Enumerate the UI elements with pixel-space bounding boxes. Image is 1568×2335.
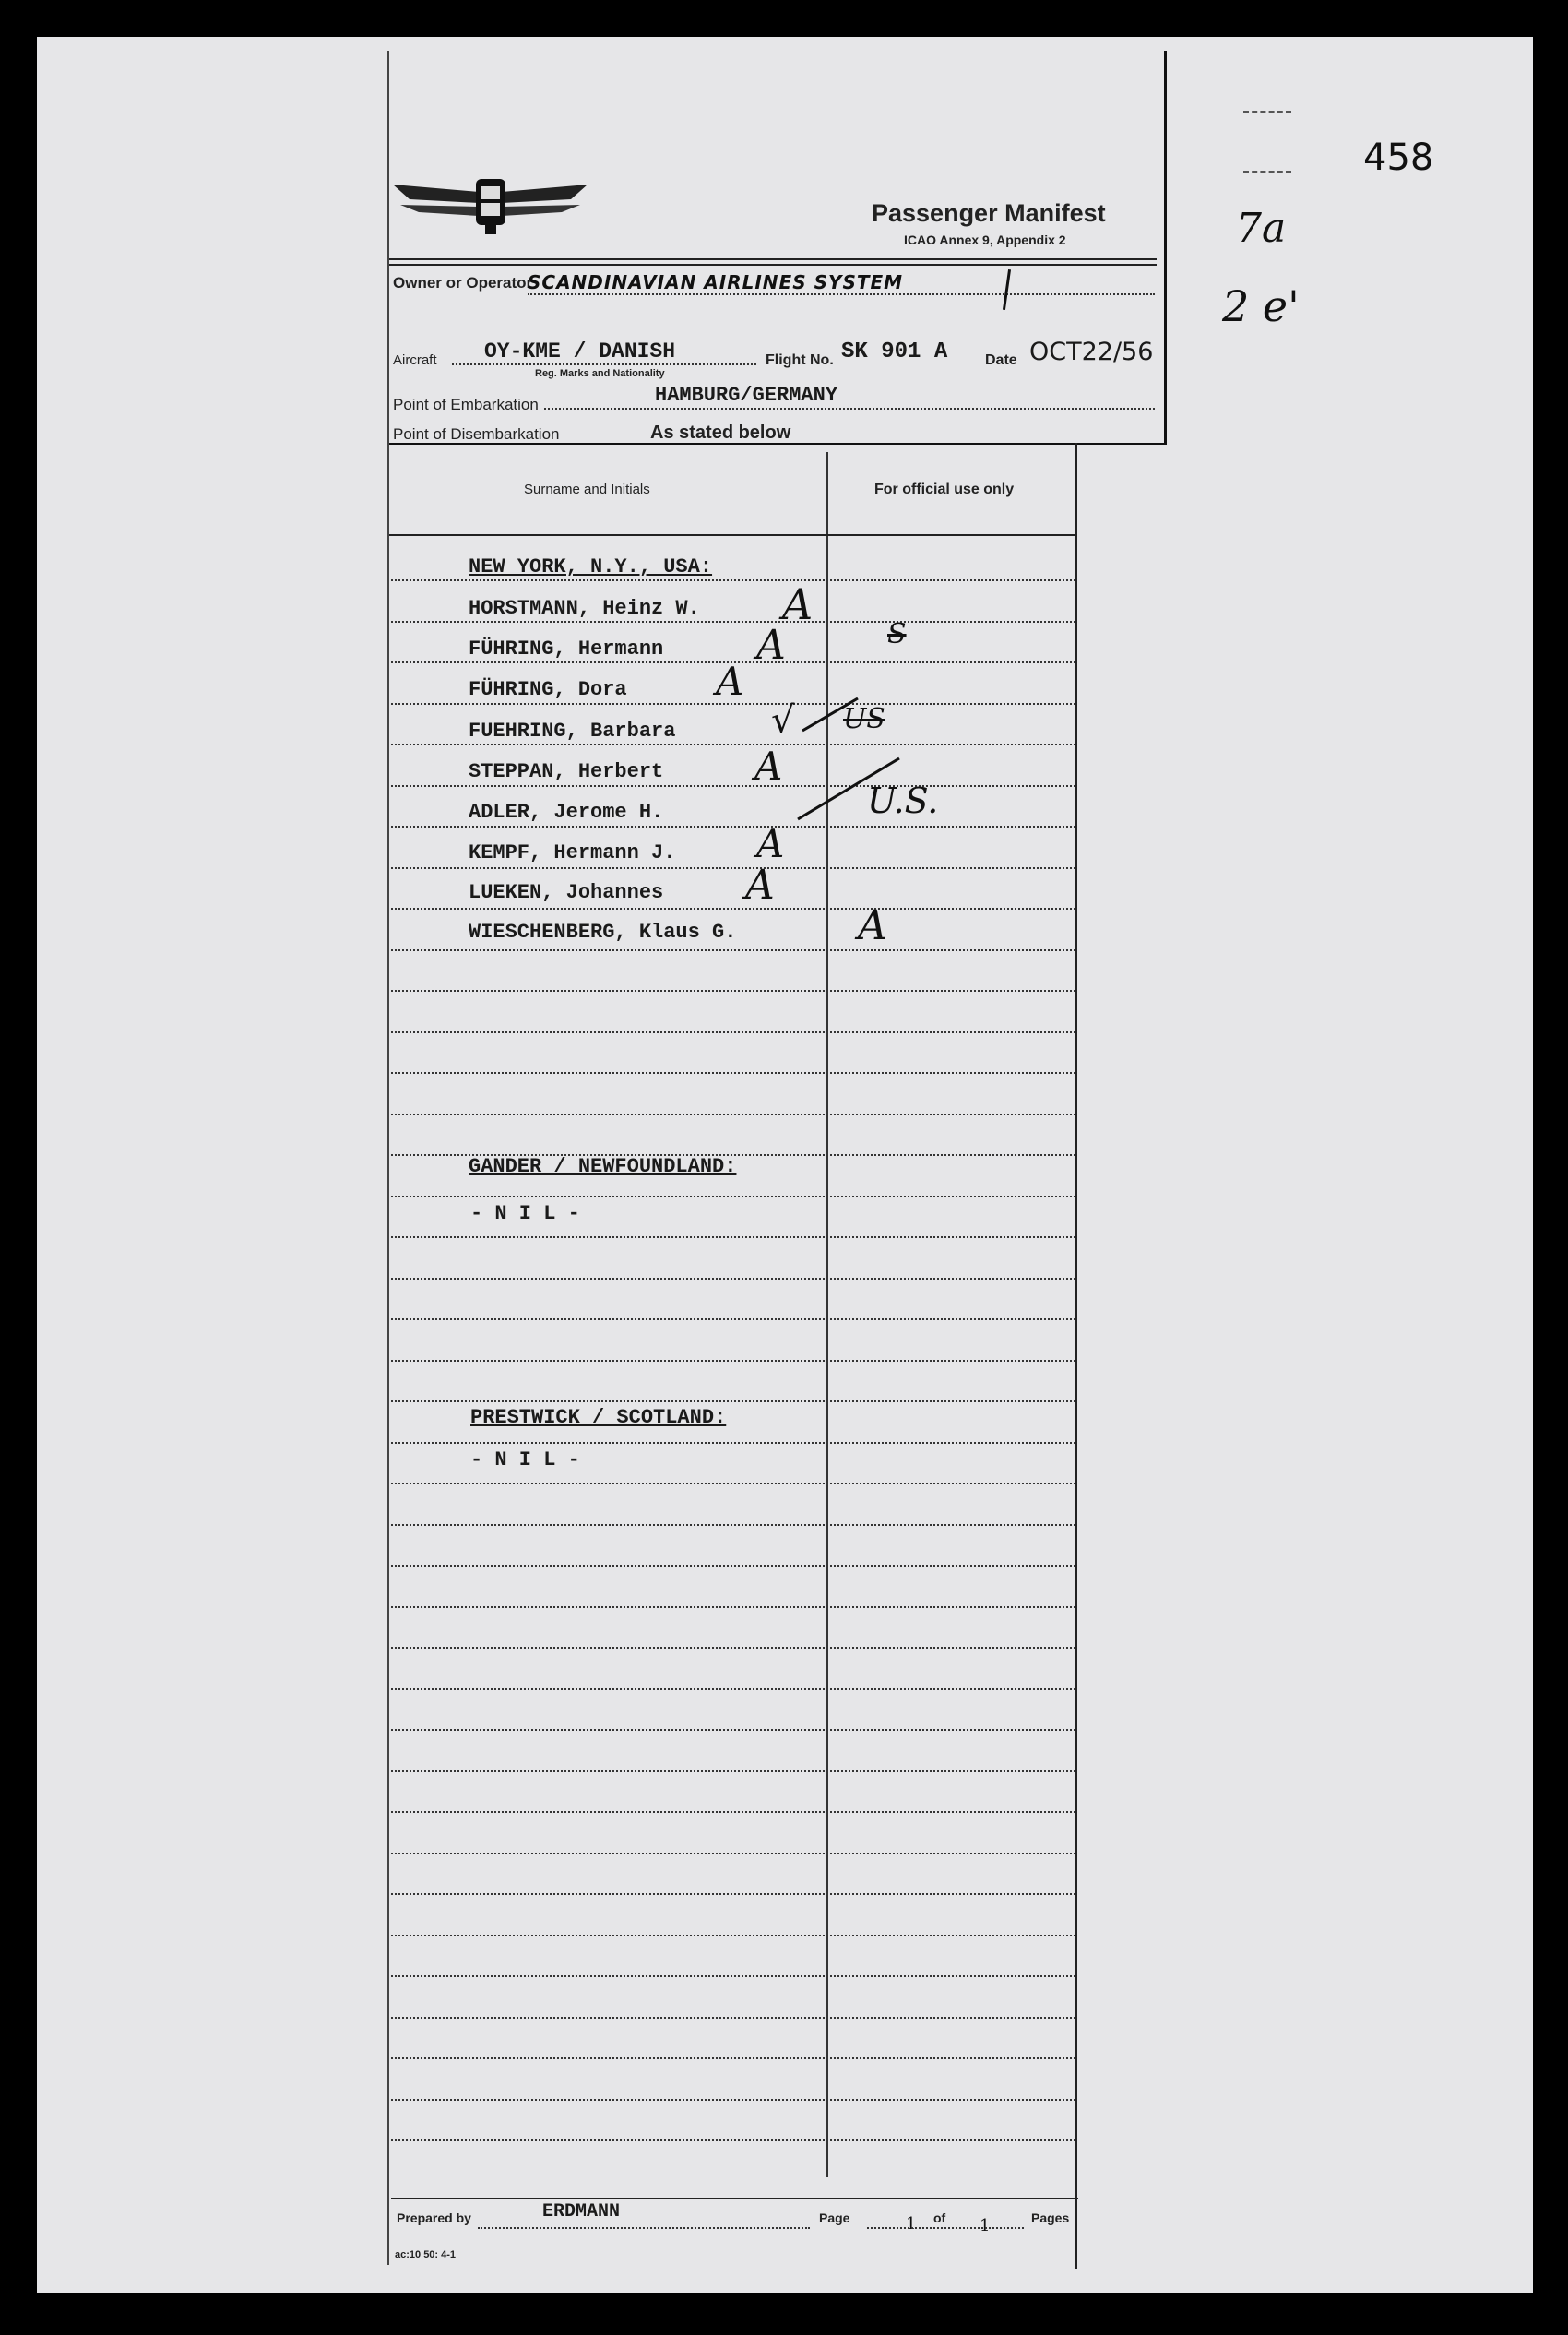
aircraft-value: OY-KME / DANISH: [484, 340, 676, 363]
ruled-line: [391, 1935, 1075, 1936]
flight-value: SK 901 A: [841, 340, 948, 364]
aircraft-line: [452, 363, 756, 365]
ruled-line: [391, 2139, 1075, 2141]
hand-mark: A: [756, 622, 786, 669]
header-bottom-rule: [389, 534, 1076, 536]
official-mark: A: [858, 902, 887, 949]
ruled-line: [391, 1811, 1075, 1813]
page-number: 458: [1363, 137, 1434, 179]
form-subtitle: ICAO Annex 9, Appendix 2: [904, 232, 1066, 247]
disembark-label: Point of Disembarkation: [393, 425, 560, 443]
date-label: Date: [985, 352, 1017, 368]
ruled-line: [391, 2017, 1075, 2019]
nil-entry: - N I L -: [470, 1448, 580, 1471]
ruled-line: [391, 949, 1075, 951]
ruled-line: [391, 1236, 1075, 1238]
aircraft-sublabel: Reg. Marks and Nationality: [535, 368, 665, 379]
ruled-line: [391, 1031, 1075, 1033]
ruled-line: [391, 826, 1075, 828]
hand-mark: A: [716, 659, 744, 704]
prepared-by-label: Prepared by: [397, 2210, 471, 2225]
pages-label: Pages: [1031, 2210, 1070, 2225]
ruled-line: [391, 1606, 1075, 1608]
ruled-line: [391, 1688, 1075, 1690]
prepared-by-value: ERDMANN: [542, 2201, 621, 2222]
ruled-line: [391, 1853, 1075, 1854]
margin-mark-7a: 7a: [1236, 205, 1287, 252]
ruled-line: [391, 1524, 1075, 1526]
aircraft-label: Aircraft: [393, 352, 437, 368]
ruled-line: [391, 1647, 1075, 1649]
ruled-line: [391, 785, 1075, 787]
prepared-line: [478, 2227, 810, 2229]
embark-line: [544, 408, 1155, 410]
ruled-line: [391, 1483, 1075, 1484]
owner-value: SCANDINAVIAN AIRLINES SYSTEM: [528, 271, 904, 293]
passenger-row: FÜHRING, Dora: [469, 678, 627, 701]
disembark-value: As stated below: [650, 423, 791, 443]
ruled-line: [391, 1278, 1075, 1280]
passenger-row: STEPPAN, Herbert: [469, 760, 664, 783]
ruled-line: [391, 621, 1075, 623]
form-left-edge: [387, 51, 389, 2265]
ruled-line: [391, 1318, 1075, 1320]
ruled-line: [391, 1893, 1075, 1895]
ruled-line: [391, 1114, 1075, 1115]
form-title: Passenger Manifest: [872, 199, 1106, 227]
ruled-line: [391, 1729, 1075, 1731]
hand-mark: A: [756, 821, 785, 866]
official-column-header: For official use only: [874, 482, 1015, 497]
passenger-row: ADLER, Jerome H.: [469, 801, 664, 824]
page-label: Page: [819, 2210, 850, 2225]
ruled-line: [391, 579, 1075, 581]
official-mark: US: [843, 703, 885, 735]
ruled-line: [391, 990, 1075, 992]
official-mark: U.S.: [867, 780, 939, 821]
hand-mark: A: [745, 862, 775, 909]
ruled-line: [391, 1072, 1075, 1074]
passenger-row: FÜHRING, Hermann: [469, 637, 664, 661]
margin-dash: [1243, 111, 1291, 113]
section-heading-prestwick: PRESTWICK / SCOTLAND:: [470, 1406, 727, 1429]
embark-label: Point of Embarkation: [393, 396, 539, 413]
surname-column-header: Surname and Initials: [524, 482, 650, 497]
header-rule: [389, 258, 1157, 260]
ruled-line: [391, 1400, 1075, 1402]
passenger-row: FUEHRING, Barbara: [469, 720, 676, 743]
page-line: [867, 2227, 1024, 2229]
official-mark: S: [887, 618, 907, 650]
section-heading-new-york: NEW YORK, N.Y., USA:: [469, 555, 713, 578]
ruled-line: [391, 1975, 1075, 1977]
ruled-line: [391, 2099, 1075, 2101]
form-right-edge: [1075, 443, 1077, 2269]
page-value: 1: [906, 2214, 917, 2234]
ruled-line: [391, 1565, 1075, 1567]
sas-wings-logo-icon: [391, 175, 589, 236]
ruled-line: [391, 744, 1075, 745]
passenger-row: LUEKEN, Johannes: [469, 881, 664, 904]
section-heading-gander: GANDER / NEWFOUNDLAND:: [469, 1155, 737, 1178]
ruled-line: [391, 908, 1075, 910]
ruled-line: [391, 1196, 1075, 1197]
passenger-row: WIESCHENBERG, Klaus G.: [469, 921, 737, 944]
margin-dash: [1243, 171, 1291, 173]
hand-mark: A: [754, 744, 783, 789]
ruled-line: [391, 1442, 1075, 1444]
of-value: 1: [980, 2216, 991, 2235]
form-code: ac:10 50: 4-1: [395, 2249, 457, 2260]
nil-entry: - N I L -: [470, 1202, 580, 1225]
embark-value: HAMBURG/GERMANY: [655, 384, 838, 407]
hand-mark: √: [771, 699, 795, 742]
date-value: OCT22/56: [1029, 338, 1154, 366]
ruled-line: [391, 1770, 1075, 1772]
flight-label: Flight No.: [766, 352, 834, 368]
passenger-row: KEMPF, Hermann J.: [469, 841, 676, 864]
ruled-line: [391, 867, 1075, 869]
hand-mark: A: [782, 579, 814, 629]
header-rule: [389, 264, 1157, 266]
passenger-row: HORSTMANN, Heinz W.: [469, 597, 700, 620]
hand-stroke-icon: [784, 694, 913, 823]
footer-rule: [391, 2198, 1078, 2199]
ruled-line: [391, 2057, 1075, 2059]
of-label: of: [933, 2210, 946, 2225]
owner-label: Owner or Operator: [393, 274, 533, 292]
margin-mark-2e: 2 e': [1222, 281, 1300, 331]
owner-line: [528, 293, 1155, 295]
ruled-line: [391, 1360, 1075, 1362]
